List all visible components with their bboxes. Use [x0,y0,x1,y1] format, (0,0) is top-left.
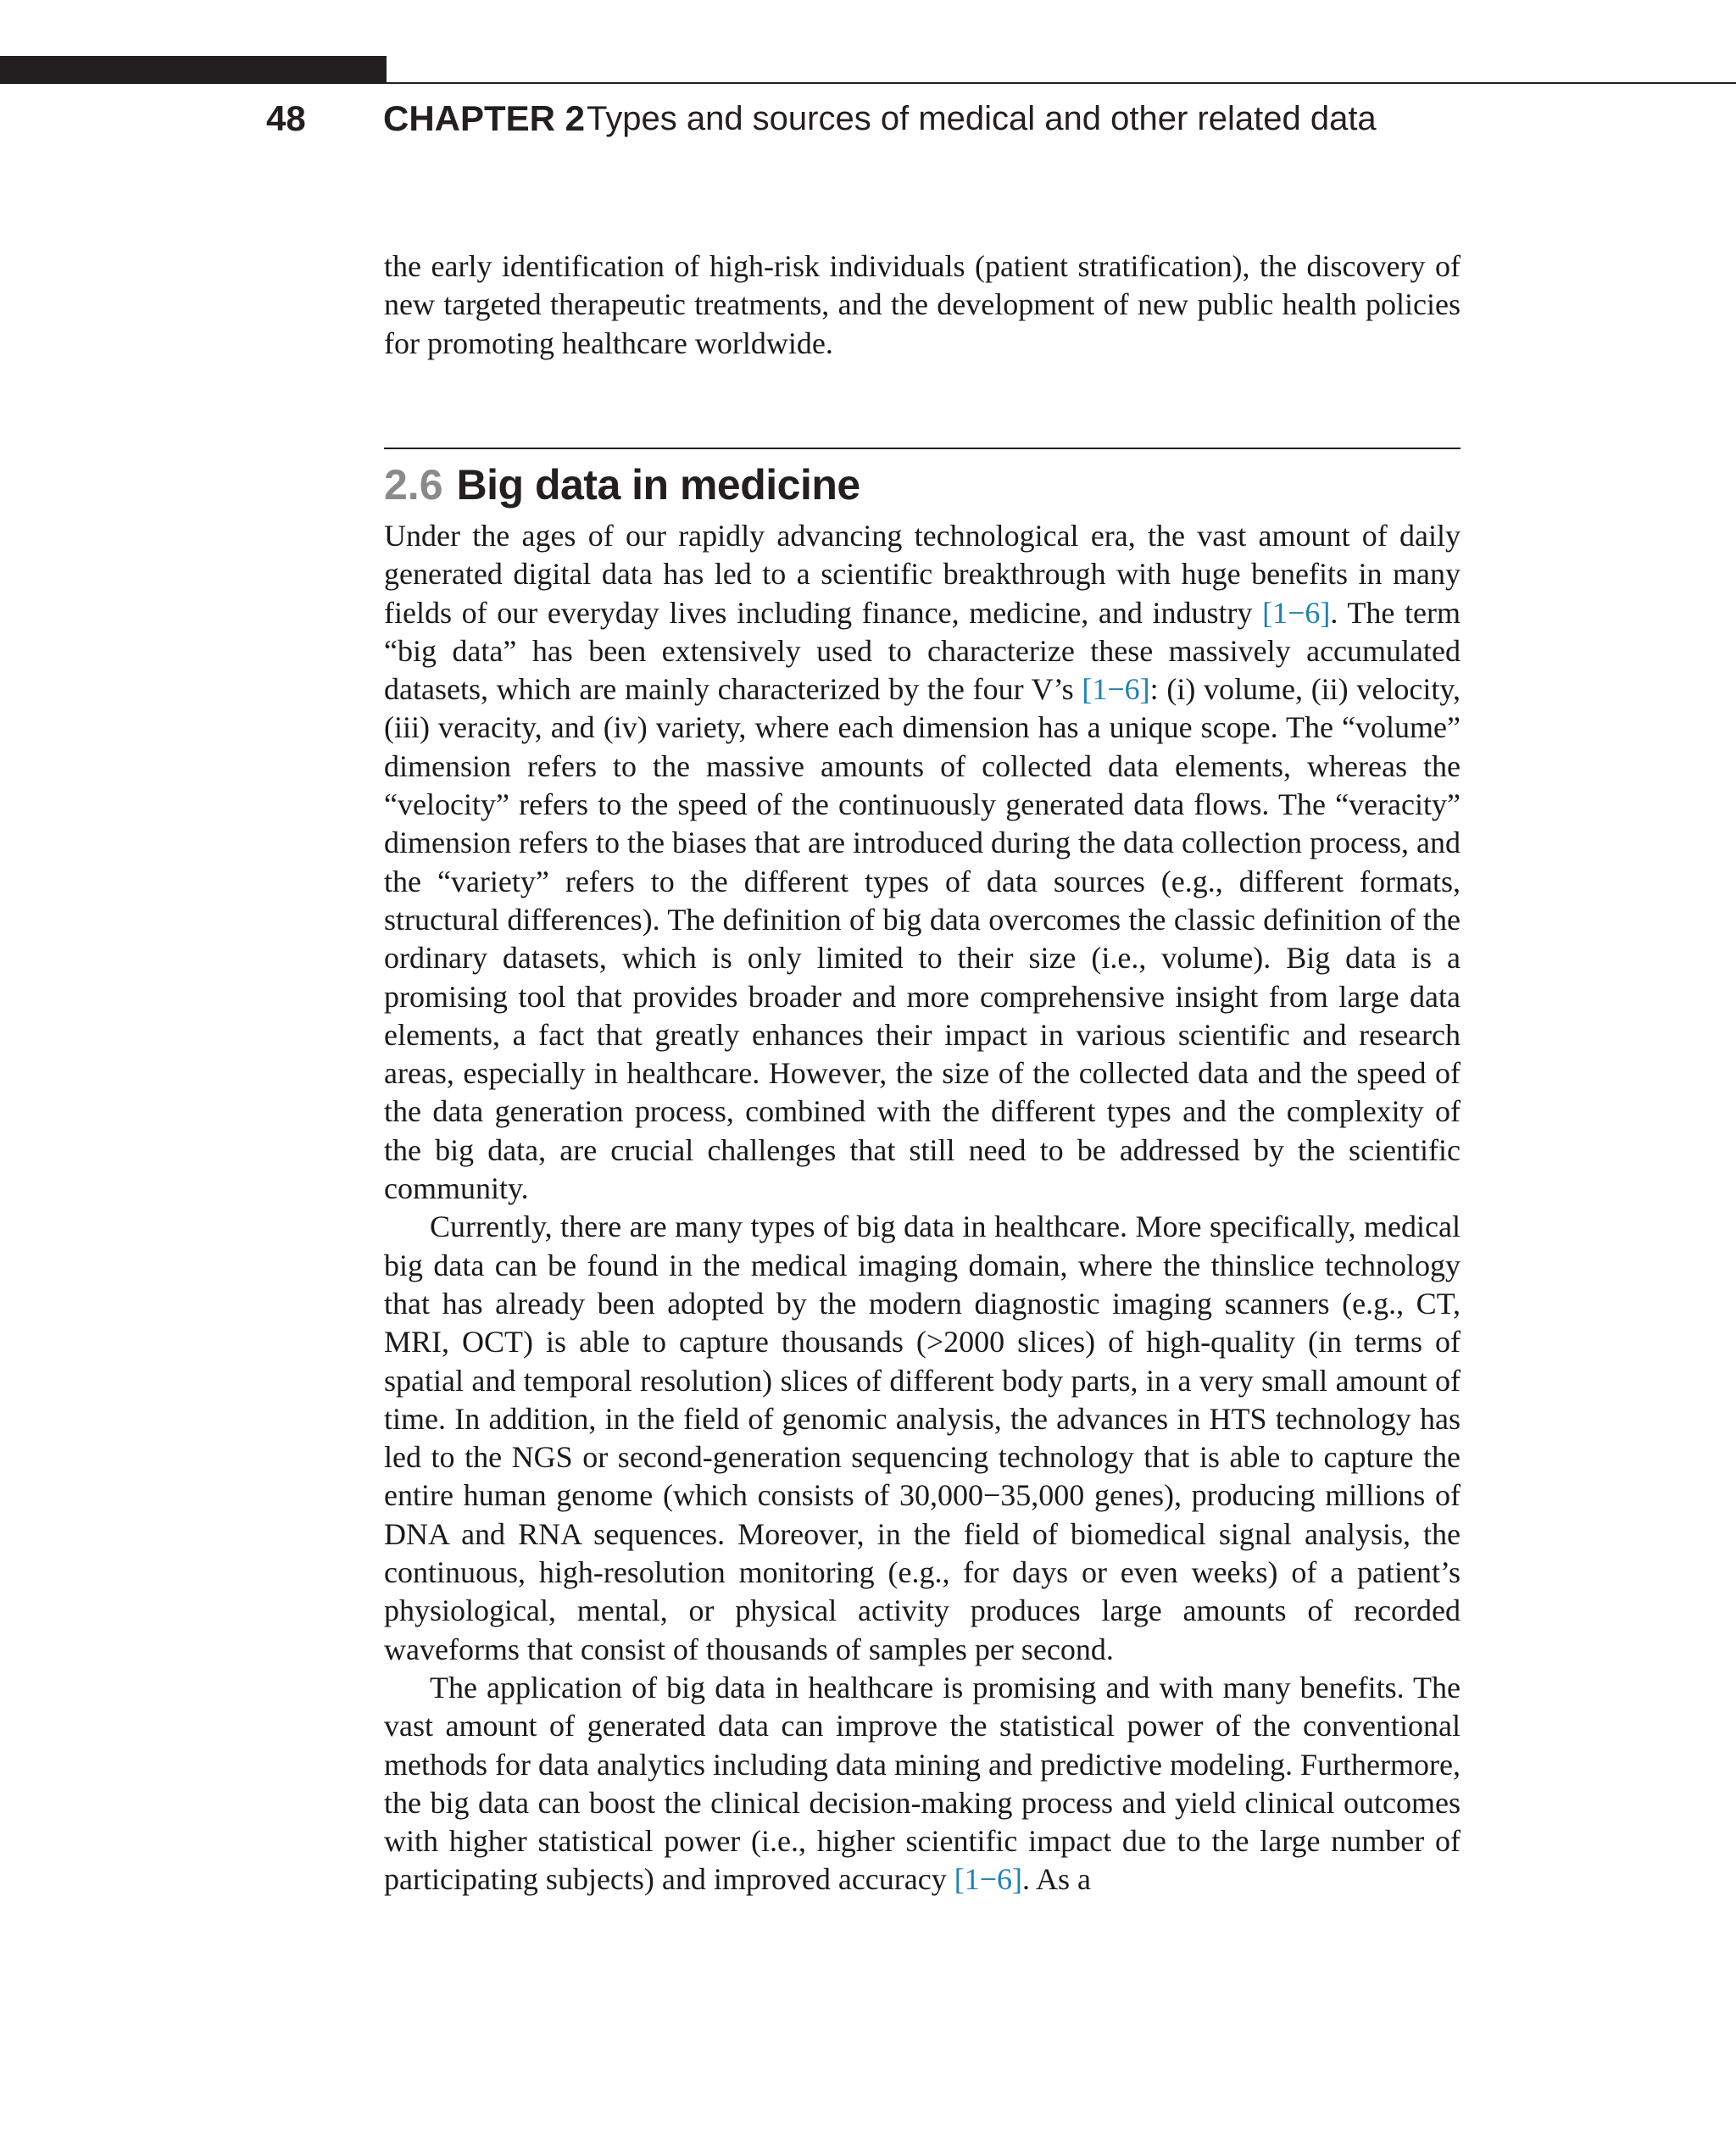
header-bar [0,56,387,84]
chapter-title: Types and sources of medical and other related data [587,100,1377,137]
section-number: 2.6 [384,461,443,509]
paragraph-1 [384,517,1461,1208]
citation-link[interactable]: [1−6] [954,1862,1023,1897]
section-body [384,517,1461,1899]
paragraph-1-text-b: . The term “big data” has been extensively used to characterize these massively accumulated datasets, which are mainly characterized by the four V’s [384,595,1461,707]
paragraph-3 [384,1669,1461,1899]
paragraph-3-text-b: . As a [1022,1862,1092,1897]
running-head [0,93,1736,144]
paragraph-3-text-a: The application of big data in healthcare is promising and with many benefits. The vast amount of generated data can improve the statistical power of the conventional methods for data analytics including data mining and predictive modeling. Furthermore, the big data can boost the clinical decision-making process and yield clinical outcomes with higher statistical power (i.e., higher scientific impact due to the large number of participating subjects) and improved accuracy [384,1670,1461,1897]
citation-link[interactable]: [1−6] [1262,595,1331,630]
intro-paragraph: the early identification of high-risk individuals (patient stratification), the discovery of new targeted therapeutic treatments, and the development of new public health policies for promoting healthcare worldwide. [384,249,1461,360]
page-number: 48 [266,98,306,138]
header-rule [387,82,1736,84]
intro-block [384,247,1461,363]
section-rule [384,448,1461,449]
paragraph-2: Currently, there are many types of big data in healthcare. More specifically, medical big data can be found in the medical imaging domain, where the thinslice technology that has already been adopted by the modern diagnostic imaging scanners (e.g., CT, MRI, OCT) is able to capture thousands (>2000 slices) of high-quality (in terms of spatial and temporal resolution) slices of different body parts, in a very small amount of time. In addition, in the field of genomic analysis, the advances in HTS technology has led to the NGS or second-generation sequencing technology that is able to capture the entire human genome (which consists of 30,000−35,000 genes), producing millions of DNA and RNA sequences. Moreover, in the field of biomedical signal analysis, the continuous, high-resolution monitoring (e.g., for days or even weeks) of a patient’s physiological, mental, or physical activity produces large amounts of recorded waveforms that consist of thousands of samples per second. [384,1210,1461,1666]
chapter-label: CHAPTER 2 [383,98,586,138]
citation-link[interactable]: [1−6] [1082,672,1150,707]
paragraph-1-text-c: : (i) volume, (ii) velocity, (iii) veracity, and (iv) variety, where each dimension has a unique scope. The “volume” dimension refers to the massive amounts of collected data elements, whereas the “velocity” refers to the speed of the continuously generated data flows. The “veracity” dimension refers to the biases that are introduced during the data collection process, and the “variety” refers to the different types of data sources (e.g., different formats, structural differences). The definition of big data overcomes the classic definition of the ordinary datasets, which is only limited to their size (i.e., volume). Big data is a promising tool that provides broader and more comprehensive insight from large data elements, a fact that greatly enhances their impact in various scientific and research areas, especially in healthcare. However, the size of the collected data and the speed of the data generation process, combined with the different types and the complexity of the big data, are crucial challenges that still need to be addressed by the scientific community. [384,672,1461,1206]
paragraph-1-text-a: Under the ages of our rapidly advancing technological era, the vast amount of daily generated digital data has led to a scientific breakthrough with huge benefits in many fields of our everyday lives including finance, medicine, and industry [384,519,1461,630]
section-title: Big data in medicine [456,461,860,509]
section-heading [384,458,860,512]
